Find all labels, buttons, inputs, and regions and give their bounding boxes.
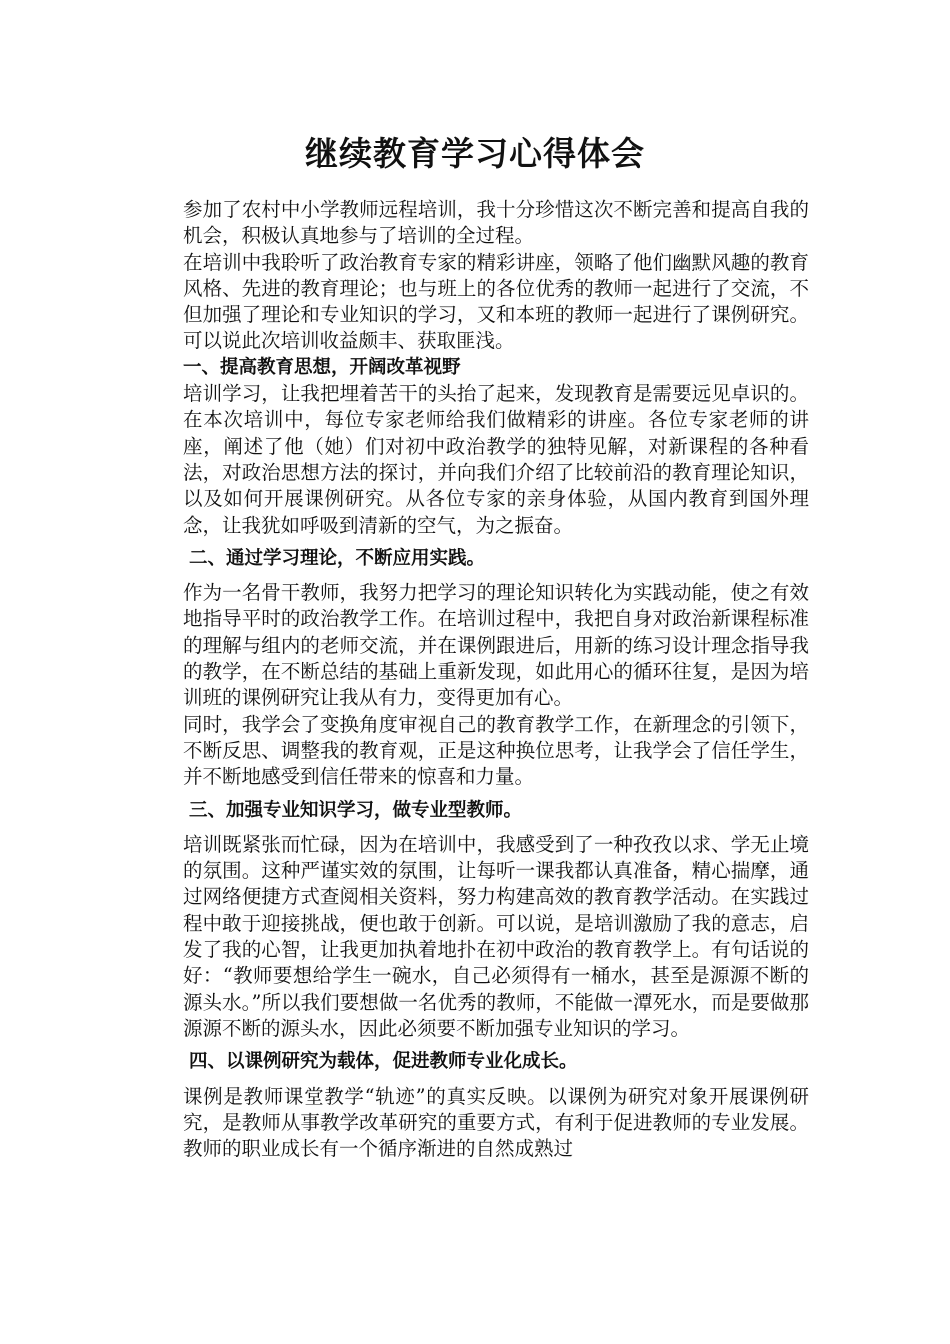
- section-heading-3: 三、加强专业知识学习，做专业型教师。: [189, 799, 523, 821]
- paragraph-section-2b: 同时，我学会了变换角度审视自己的教育教学工作，在新理念的引领下，不断反思、调整我的教育观，正是这种换位思考，让我学会了信任学生，并不断地感受到信任带来的惊喜和力量。: [183, 712, 809, 789]
- paragraph-section-1: 培训学习，让我把埋着苦干的头抬了起来，发现教育是需要远见卓识的。在本次培训中，每位专家老师给我们做精彩的讲座。各位专家老师的讲座，阐述了他（她）们对初中政治教学的独特见解，对新课程的各种看法，对政治思想方法的探讨，并向我们介绍了比较前沿的教育理论知识，以及如何开展课例研究。从各位专家的亲身体验，从国内教育到国外理念，让我犹如呼吸到清新的空气，为之振奋。: [183, 382, 809, 537]
- paragraph-intro-2: 在培训中我聆听了政治教育专家的精彩讲座，领略了他们幽默风趣的教育风格、先进的教育理论；也与班上的各位优秀的教师一起进行了交流，不但加强了理论和专业知识的学习，又和本班的教师一起进行了课例研究。可以说此次培训收益颇丰、获取匪浅。: [183, 250, 809, 353]
- paragraph-section-4: 课例是教师课堂教学“轨迹”的真实反映。以课例为研究对象开展课例研究，是教师从事教学改革研究的重要方式，有利于促进教师的专业发展。教师的职业成长有一个循序渐进的自然成熟过: [183, 1084, 809, 1161]
- document-body: [183, 197, 809, 1162]
- paragraph-section-3: 培训既紧张而忙碌，因为在培训中，我感受到了一种孜孜以求、学无止境的氛围。这种严谨实效的氛围，让每听一课我都认真准备，精心揣摩，通过网络便捷方式查阅相关资料，努力构建高效的教育教学活动。在实践过程中敢于迎接挑战，便也敢于创新。可以说，是培训激励了我的意志，启发了我的心智，让我更加执着地扑在初中政治的教育教学上。有句话说的好：“教师要想给学生一碗水，自己必须得有一桶水，甚至是源源不断的源头水。”所以我们要想做一名优秀的教师，不能做一潭死水，而是要做那源源不断的源头水，因此必须要不断加强专业知识的学习。: [183, 832, 809, 1040]
- document-title: 继续教育学习心得体会: [305, 134, 645, 173]
- section-heading-2: 二、通过学习理论，不断应用实践。: [189, 547, 486, 569]
- paragraph-section-2a: 作为一名骨干教师，我努力把学习的理论知识转化为实践动能，使之有效地指导平时的政治教学工作。在培训过程中，我把自身对政治新课程标准的理解与组内的老师交流，并在课例跟进后，用新的练习设计理念指导我的教学，在不断总结的基础上重新发现，如此用心的循环往复，是因为培训班的课例研究让我从有力，变得更加有心。: [183, 581, 809, 710]
- section-heading-4: 四、以课例研究为载体，促进教师专业化成长。: [189, 1051, 578, 1073]
- section-heading-1: 一、提高教育思想，开阔改革视野: [183, 356, 461, 378]
- paragraph-intro-1: 参加了农村中小学教师远程培训，我十分珍惜这次不断完善和提高自我的机会，积极认真地参与了培训的全过程。: [183, 198, 809, 248]
